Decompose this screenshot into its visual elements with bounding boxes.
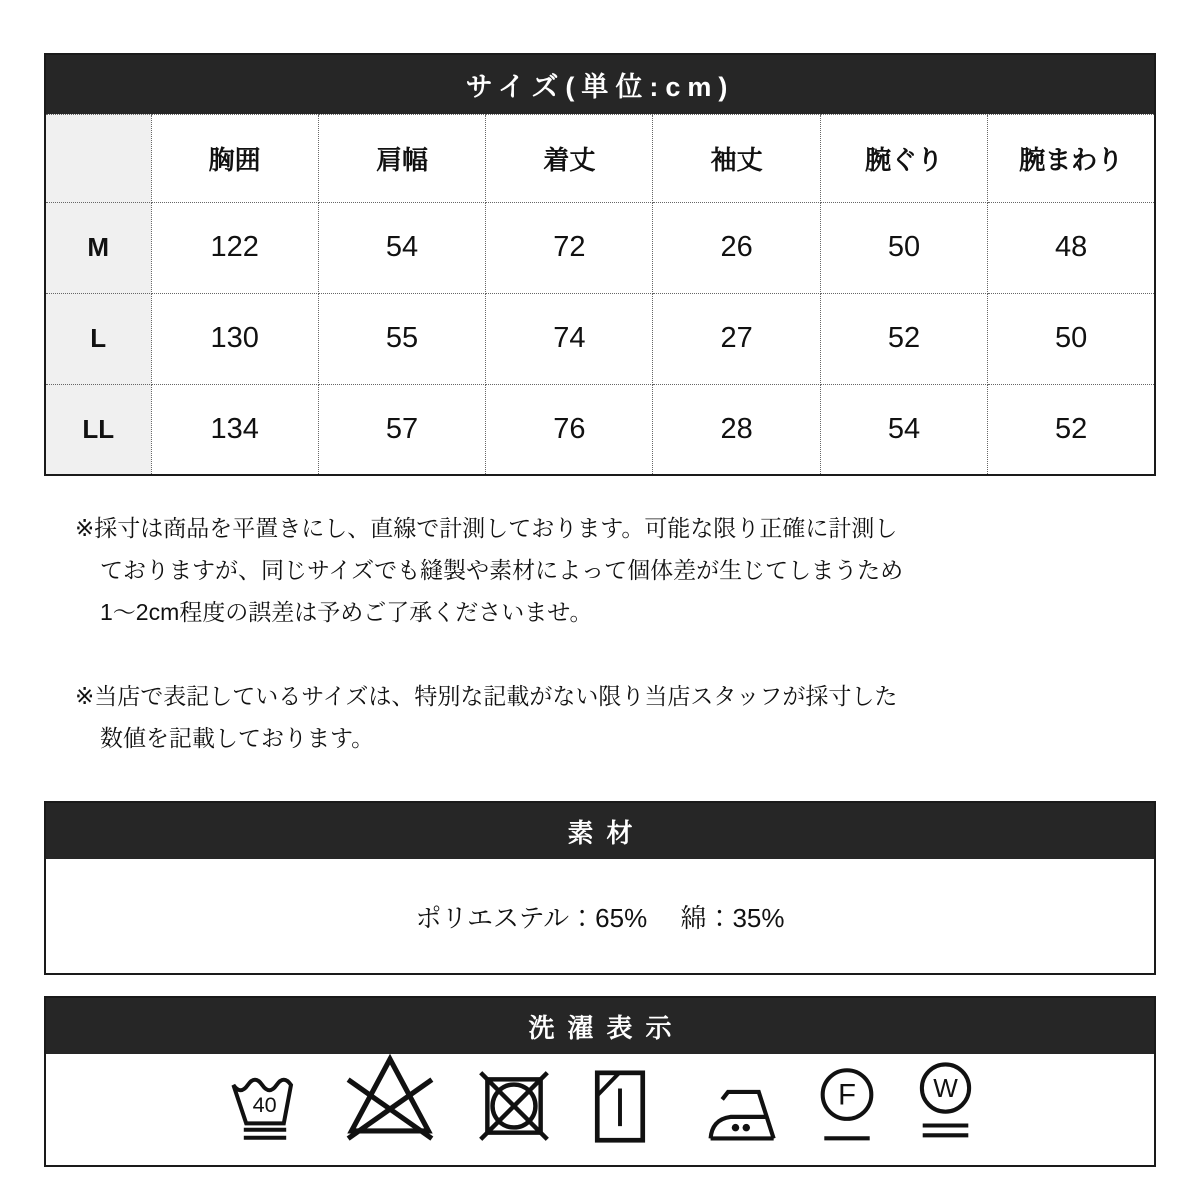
column-header-chest: 胸囲	[151, 114, 318, 202]
size-value-cell: 76	[486, 384, 653, 475]
size-table-title: サイズ(単位:cm)	[45, 54, 1155, 114]
note-line: 1〜2cm程度の誤差は予めご了承くださいませ。	[100, 599, 593, 625]
dry-clean-f-icon	[817, 1067, 877, 1143]
iron-medium-icon	[689, 1087, 777, 1143]
size-value-cell: 55	[318, 293, 485, 384]
line-dry-in-shade-icon	[591, 1065, 649, 1143]
material-section	[44, 801, 1156, 975]
size-value-cell: 26	[653, 202, 820, 293]
note-line: ておりますが、同じサイズでも縫製や素材によって個体差が生じてしまうため	[100, 557, 904, 583]
wet-clean-w-icon	[917, 1062, 974, 1143]
material-header: 素材	[46, 803, 1154, 859]
washing-icons-row	[46, 1054, 1154, 1165]
wash-temperature-label: 40	[252, 1092, 277, 1118]
size-value-cell: 134	[151, 384, 318, 475]
size-value-cell: 54	[318, 202, 485, 293]
size-table-title-row	[45, 54, 1155, 114]
column-header-length: 着丈	[486, 114, 653, 202]
size-value-cell: 54	[820, 384, 987, 475]
size-value-cell: 50	[988, 293, 1155, 384]
machine-wash-40-icon	[227, 1077, 303, 1143]
size-value-cell: 27	[653, 293, 820, 384]
do-not-bleach-icon	[343, 1054, 437, 1143]
measurement-notes	[75, 507, 1156, 759]
column-header-arm-circumference: 腕まわり	[988, 114, 1155, 202]
column-header-sleeve: 袖丈	[653, 114, 820, 202]
size-label: LL	[45, 384, 151, 475]
note-line: 数値を記載しております。	[100, 725, 375, 751]
note-line: ※当店で表記しているサイズは、特別な記載がない限り当店スタッフが採寸した	[75, 683, 898, 709]
size-value-cell: 52	[820, 293, 987, 384]
size-table	[44, 53, 1156, 476]
note-measurement-tolerance	[75, 507, 1156, 633]
do-not-tumble-dry-icon	[477, 1069, 551, 1143]
size-row-ll	[45, 384, 1155, 475]
size-value-cell: 50	[820, 202, 987, 293]
washing-header: 洗濯表示	[46, 998, 1154, 1054]
size-value-cell: 74	[486, 293, 653, 384]
size-value-cell: 48	[988, 202, 1155, 293]
size-value-cell: 28	[653, 384, 820, 475]
material-body	[46, 859, 1154, 973]
column-header-armhole: 腕ぐり	[820, 114, 987, 202]
size-label: M	[45, 202, 151, 293]
note-line: ※採寸は商品を平置きにし、直線で計測しております。可能な限り正確に計測し	[75, 515, 898, 541]
size-value-cell: 72	[486, 202, 653, 293]
size-row-m	[45, 202, 1155, 293]
dry-clean-letter: F	[837, 1079, 856, 1112]
corner-cell	[45, 114, 151, 202]
wet-clean-letter: W	[932, 1072, 958, 1103]
size-value-cell: 57	[318, 384, 485, 475]
washing-section	[44, 996, 1156, 1167]
size-table-header-row	[45, 114, 1155, 202]
size-value-cell: 130	[151, 293, 318, 384]
column-header-shoulder: 肩幅	[318, 114, 485, 202]
size-value-cell: 122	[151, 202, 318, 293]
material-composition: ポリエステル：65% 綿：35%	[415, 902, 785, 933]
size-label: L	[45, 293, 151, 384]
size-value-cell: 52	[988, 384, 1155, 475]
size-row-l	[45, 293, 1155, 384]
note-staff-measured	[75, 675, 1156, 759]
